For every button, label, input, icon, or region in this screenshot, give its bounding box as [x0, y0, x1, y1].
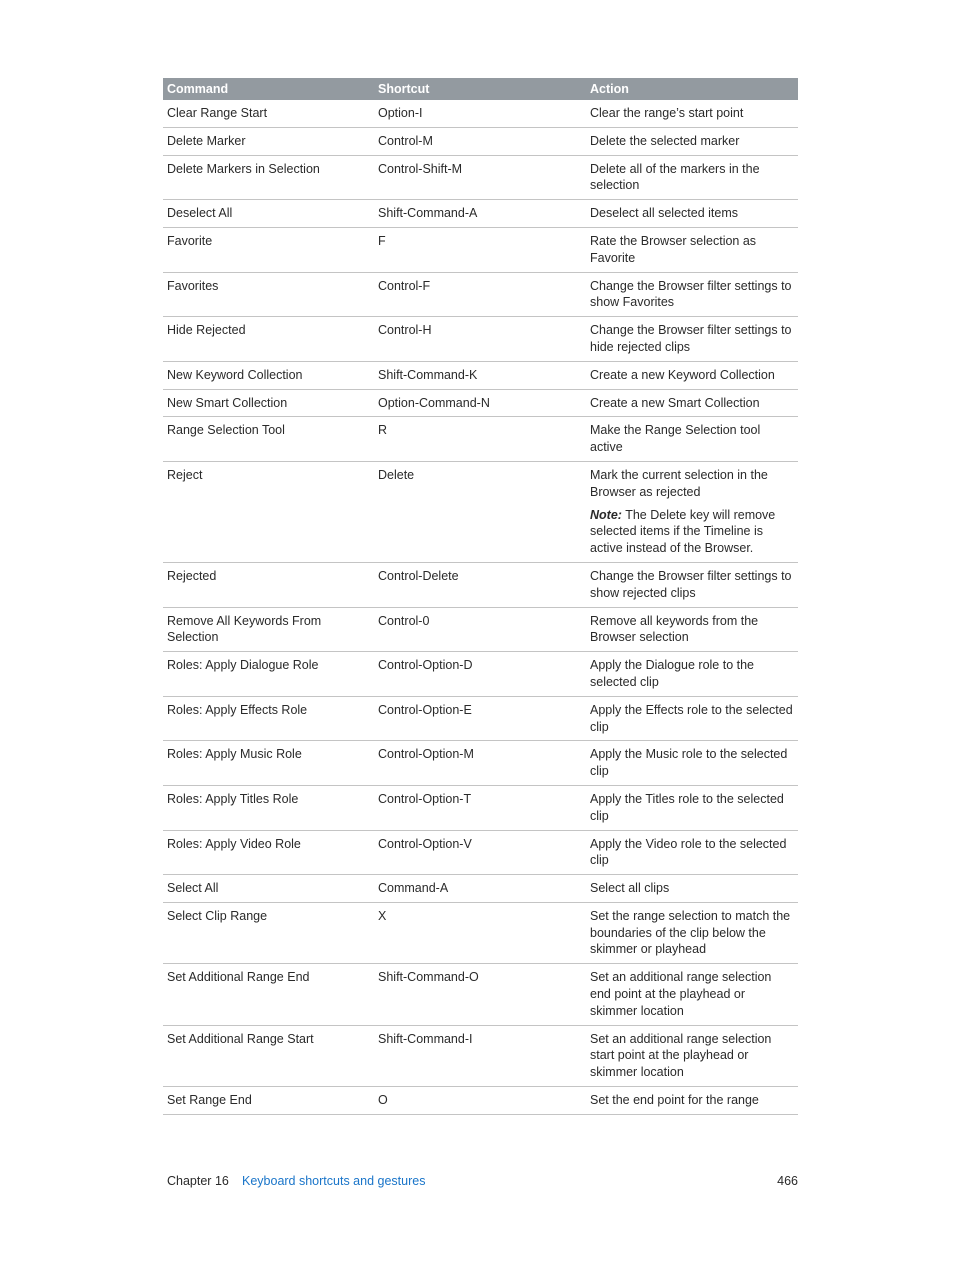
shortcut-cell: Control-0: [378, 613, 430, 628]
shortcut-cell: F: [378, 233, 386, 248]
action-cell: [586, 205, 798, 222]
shortcut-cell: Control-Option-V: [378, 836, 472, 851]
action-text: Change the Browser filter settings to show Favorites: [590, 278, 792, 310]
action-cell: [586, 836, 798, 870]
action-cell: [586, 568, 798, 602]
table-row: [163, 786, 798, 831]
action-text: Set the end point for the range: [590, 1093, 759, 1108]
page-footer: [167, 1174, 798, 1190]
table-row: [163, 100, 798, 128]
action-cell: [586, 322, 798, 356]
action-cell: [586, 613, 798, 647]
command-cell: Range Selection Tool: [167, 423, 285, 438]
command-cell: Select All: [167, 881, 219, 896]
shortcut-cell: Option-I: [378, 106, 423, 120]
table-row: [163, 390, 798, 418]
command-cell: Roles: Apply Effects Role: [167, 702, 308, 717]
table-row: [163, 1026, 798, 1087]
note-label: Note:: [590, 507, 622, 522]
action-text: Make the Range Selection tool active: [590, 423, 761, 455]
action-text: Delete all of the markers in the selection: [590, 161, 760, 193]
command-cell: Roles: Apply Titles Role: [167, 791, 299, 806]
command-cell: Roles: Apply Video Role: [167, 836, 301, 851]
table-row: [163, 156, 798, 201]
table-row: [163, 128, 798, 156]
action-text: Set the range selection to match the boundaries of the clip below the skimmer or playhead: [590, 908, 791, 957]
command-cell: Rejected: [167, 568, 217, 583]
table-row: [163, 875, 798, 903]
table-row: [163, 273, 798, 318]
table-row: [163, 964, 798, 1025]
action-text: Deselect all selected items: [590, 206, 738, 221]
action-text: Delete the selected marker: [590, 133, 740, 148]
shortcut-cell: Shift-Command-K: [378, 367, 478, 382]
table-row: [163, 831, 798, 876]
action-cell: [586, 105, 798, 122]
action-text: Remove all keywords from the Browser selection: [590, 613, 759, 645]
action-text: Change the Browser filter settings to hide rejected clips: [590, 323, 792, 354]
command-cell: Hide Rejected: [167, 323, 246, 338]
command-cell: Favorite: [167, 233, 213, 248]
table-row: [163, 200, 798, 228]
table-row: [163, 697, 798, 742]
action-cell: [586, 1092, 798, 1109]
command-cell: New Keyword Collection: [167, 367, 303, 382]
table-row: [163, 362, 798, 390]
shortcut-cell: Shift-Command-A: [378, 206, 478, 221]
table-row: [163, 317, 798, 362]
page-number: 466: [777, 1174, 798, 1188]
shortcut-cell: Shift-Command-I: [378, 1031, 473, 1046]
shortcut-cell: Control-F: [378, 278, 431, 293]
table-row: [163, 741, 798, 786]
header-command: Command: [167, 82, 229, 96]
header-shortcut: Shortcut: [378, 82, 430, 96]
action-cell: [586, 395, 798, 412]
command-cell: New Smart Collection: [167, 395, 288, 410]
action-cell: [586, 467, 798, 557]
table-row: [163, 608, 798, 653]
shortcut-cell: R: [378, 423, 388, 438]
action-text: Change the Browser filter settings to show rejected clips: [590, 568, 792, 600]
shortcut-cell: Control-M: [378, 133, 433, 148]
action-cell: [586, 422, 798, 456]
action-text: Apply the Music role to the selected clip: [590, 747, 788, 779]
action-text: Mark the current selection in the Browser as rejected: [590, 467, 768, 499]
table-row: [163, 462, 798, 563]
shortcut-cell: Control-Shift-M: [378, 161, 463, 176]
shortcut-cell: X: [378, 908, 387, 923]
table-body: [163, 100, 798, 1115]
command-cell: Roles: Apply Music Role: [167, 747, 302, 762]
action-cell: [586, 702, 798, 736]
command-cell: Clear Range Start: [167, 106, 268, 120]
command-cell: Set Additional Range End: [167, 970, 310, 985]
action-cell: [586, 278, 798, 312]
command-cell: Favorites: [167, 278, 219, 293]
table-row: [163, 652, 798, 697]
header-action: Action: [590, 82, 629, 96]
shortcut-cell: Control-H: [378, 323, 432, 338]
action-cell: [586, 133, 798, 150]
table-row: [163, 417, 798, 462]
command-cell: Select Clip Range: [167, 908, 268, 923]
action-text: Apply the Video role to the selected clip: [590, 836, 787, 868]
command-cell: Roles: Apply Dialogue Role: [167, 658, 319, 673]
action-text: Create a new Keyword Collection: [590, 367, 775, 382]
shortcut-cell: O: [378, 1093, 388, 1108]
chapter-title-link[interactable]: Keyboard shortcuts and gestures: [242, 1174, 426, 1188]
command-cell: Deselect All: [167, 206, 233, 221]
action-cell: [586, 908, 798, 958]
note-text: The Delete key will remove selected items if the Timeline is active instead of the Browser.: [590, 507, 776, 556]
shortcut-cell: Control-Delete: [378, 568, 459, 583]
action-cell: [586, 969, 798, 1019]
action-cell: [586, 233, 798, 267]
command-cell: Delete Markers in Selection: [167, 161, 320, 176]
action-cell: [586, 657, 798, 691]
shortcut-cell: Control-Option-T: [378, 791, 472, 806]
command-cell: Set Range End: [167, 1093, 252, 1108]
chapter-label: Chapter 16: [167, 1174, 229, 1188]
shortcut-cell: Delete: [378, 467, 415, 482]
action-text: Clear the range’s start point: [590, 106, 744, 120]
command-cell: Set Additional Range Start: [167, 1031, 314, 1046]
action-text: Create a new Smart Collection: [590, 395, 760, 410]
action-cell: [586, 746, 798, 780]
command-cell: Delete Marker: [167, 133, 246, 148]
shortcut-cell: Command-A: [378, 881, 449, 896]
command-cell: Remove All Keywords From Selection: [167, 613, 322, 645]
action-cell: [586, 880, 798, 897]
table-row: [163, 228, 798, 273]
table-row: [163, 903, 798, 964]
shortcut-cell: Shift-Command-O: [378, 970, 479, 985]
action-cell: [586, 161, 798, 195]
table-row: [163, 1087, 798, 1115]
command-cell: Reject: [167, 467, 203, 482]
shortcuts-table: [163, 78, 798, 1115]
shortcut-cell: Option-Command-N: [378, 395, 490, 410]
action-cell: [586, 367, 798, 384]
shortcut-cell: Control-Option-M: [378, 747, 474, 762]
shortcut-cell: Control-Option-D: [378, 658, 473, 673]
shortcut-cell: Control-Option-E: [378, 702, 472, 717]
action-text: Rate the Browser selection as Favorite: [590, 233, 757, 265]
table-row: [163, 563, 798, 608]
action-cell: [586, 791, 798, 825]
action-text: Apply the Dialogue role to the selected clip: [590, 658, 754, 689]
action-cell: [586, 1031, 798, 1081]
action-text: Set an additional range selection start point at the playhead or skimmer location: [590, 1031, 772, 1080]
action-text: Apply the Titles role to the selected clip: [590, 791, 784, 823]
action-note: [590, 507, 794, 557]
action-text: Apply the Effects role to the selected clip: [590, 702, 793, 734]
action-text: Set an additional range selection end point at the playhead or skimmer location: [590, 970, 772, 1018]
table-header: [163, 78, 798, 100]
action-text: Select all clips: [590, 881, 670, 896]
